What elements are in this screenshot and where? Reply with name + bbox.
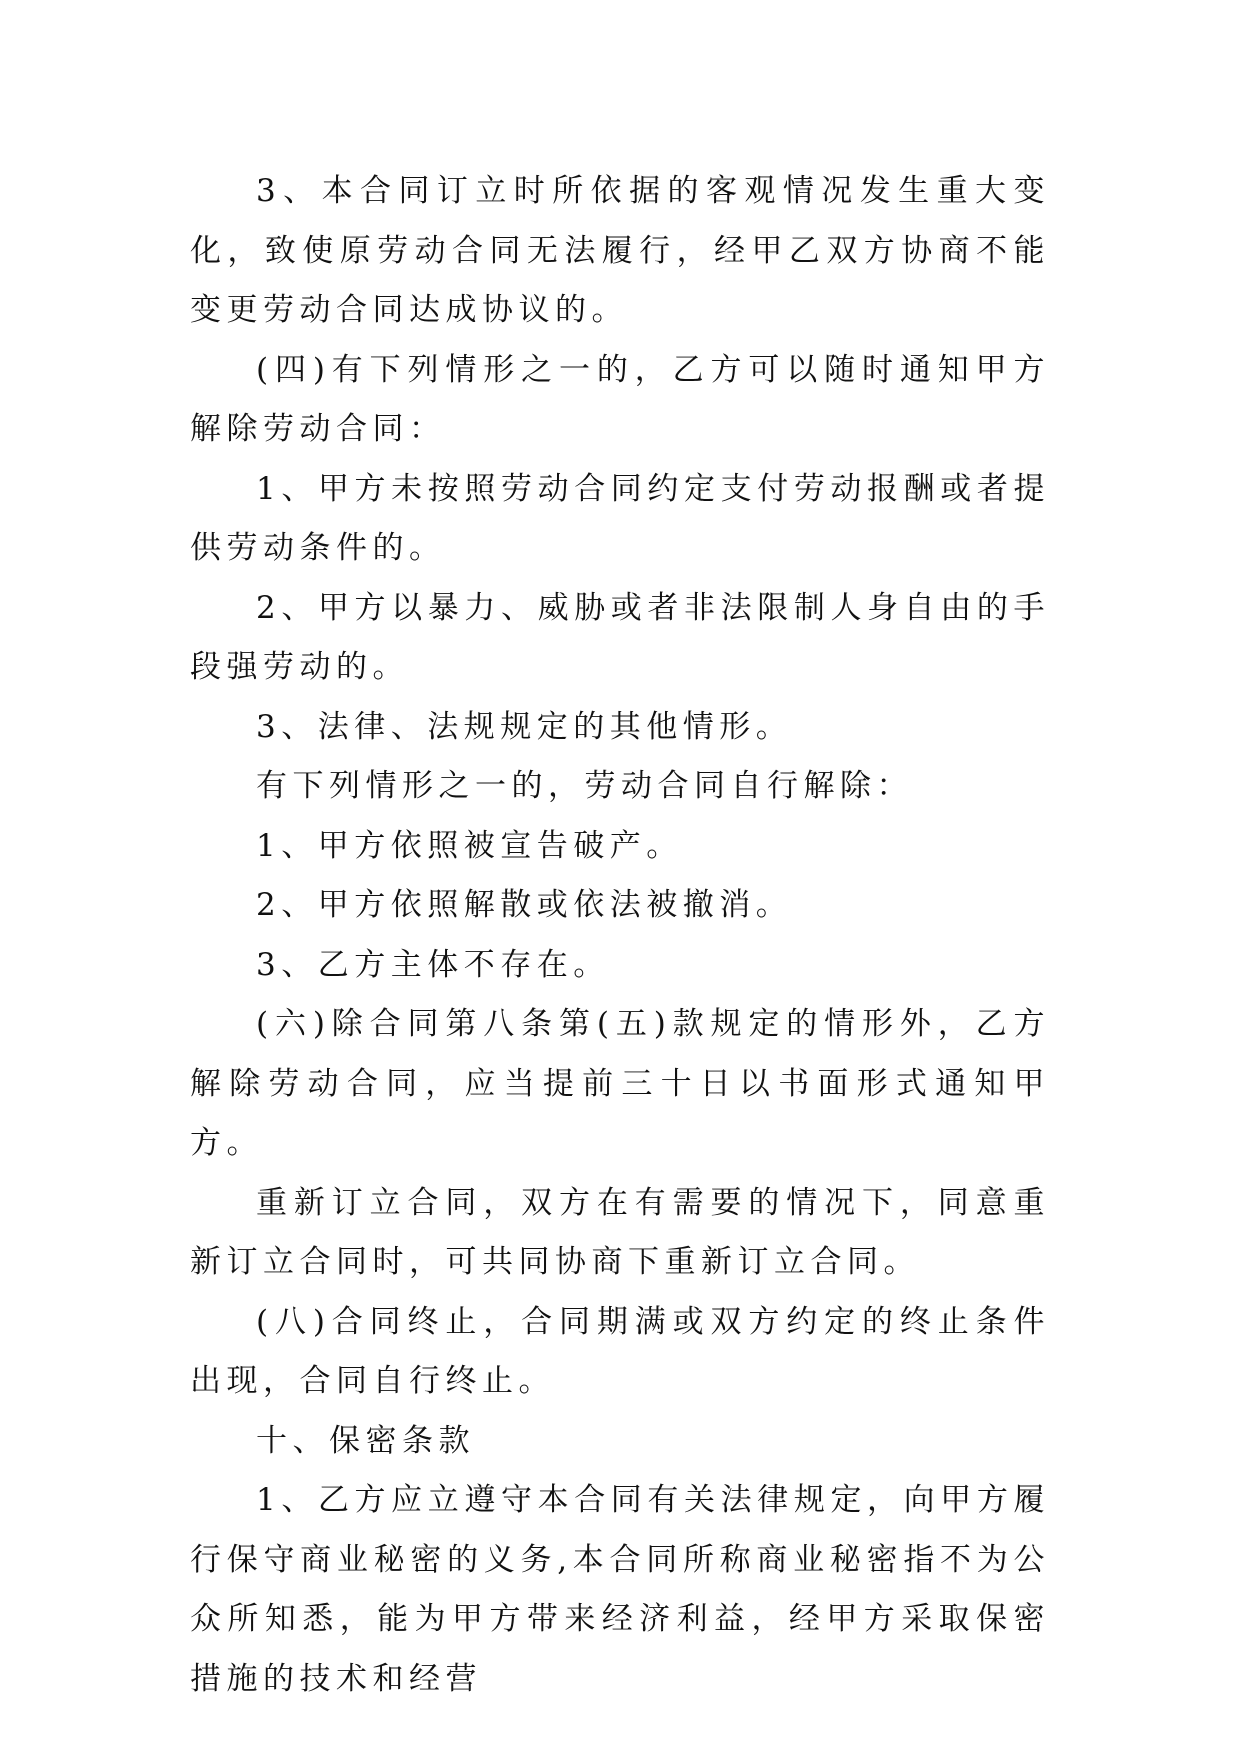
document-body bbox=[190, 162, 1050, 1709]
paragraph: 2、甲方以暴力、威胁或者非法限制人身自由的手段强劳动的。 bbox=[190, 589, 1050, 685]
paragraph: 重新订立合同，双方在有需要的情况下，同意重新订立合同时，可共同协商下重新订立合同。 bbox=[190, 1184, 1050, 1280]
paragraph: (八)合同终止，合同期满或双方约定的终止条件出现，合同自行终止。 bbox=[190, 1303, 1050, 1399]
paragraph: (四)有下列情形之一的，乙方可以随时通知甲方解除劳动合同： bbox=[190, 351, 1050, 447]
paragraph: 1、乙方应立遵守本合同有关法律规定，向甲方履行保守商业秘密的义务,本合同所称商业秘密指不为公众所知悉，能为甲方带来经济利益，经甲方采取保密措施的技术和经营 bbox=[190, 1482, 1050, 1697]
paragraph: 3、法律、法规规定的其他情形。 bbox=[256, 708, 793, 745]
paragraph: 1、甲方依照被宣告破产。 bbox=[256, 827, 683, 864]
paragraph: 有下列情形之一的，劳动合同自行解除： bbox=[256, 768, 913, 804]
paragraph: (六)除合同第八条第(五)款规定的情形外，乙方解除劳动合同，应当提前三十日以书面形式通知甲方。 bbox=[190, 1006, 1050, 1161]
section-heading: 十、保密条款 bbox=[256, 1422, 475, 1459]
paragraph: 3、乙方主体不存在。 bbox=[256, 946, 610, 983]
paragraph: 3、本合同订立时所依据的客观情况发生重大变化，致使原劳动合同无法履行，经甲乙双方协商不能变更劳动合同达成协议的。 bbox=[190, 173, 1050, 328]
paragraph: 1、甲方未按照劳动合同约定支付劳动报酬或者提供劳动条件的。 bbox=[190, 470, 1050, 566]
paragraph: 2、甲方依照解散或依法被撤消。 bbox=[256, 887, 793, 923]
